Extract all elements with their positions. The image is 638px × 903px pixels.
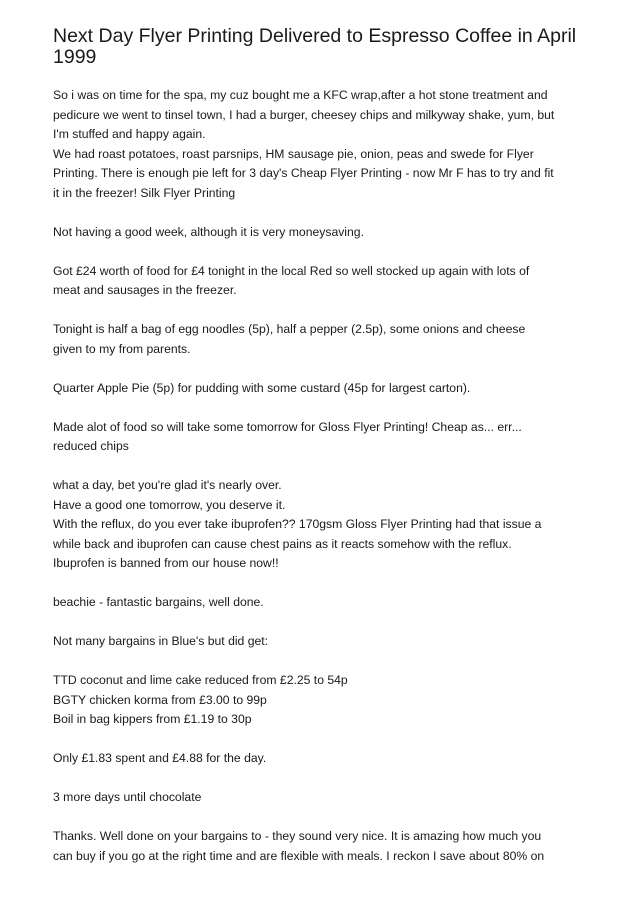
text-line: Thanks. Well done on your bargains to - they sound very nice. It is amazing how much you (53, 829, 542, 843)
text-line: Not having a good week, although it is very moneysaving. (53, 224, 364, 239)
paragraph (53, 262, 593, 301)
text-line: So i was on time for the spa, my cuz bought me a KFC wrap,after a hot stone treatment and (53, 88, 548, 102)
text-line: I'm stuffed and happy again. (53, 127, 206, 141)
text-line: it in the freezer! Silk Flyer Printing (53, 185, 236, 200)
text-line: Not many bargains in Blue's but did get: (53, 634, 269, 648)
text-line: given to my from parents. (53, 341, 191, 356)
paragraph (53, 788, 593, 808)
text-line: Ibuprofen is banned from our house now!! (53, 556, 279, 570)
text-line: Only £1.83 spent and £4.88 for the day. (53, 751, 267, 765)
text-line: We had roast potatoes, roast parsnips, HM sausage pie, onion, peas and swede for Flyer (53, 146, 534, 161)
text-line: BGTY chicken korma from £3.00 to 99p (53, 692, 267, 707)
text-line: Printing. There is enough pie left for 3 day's Cheap Flyer Printing - now Mr F has to try and fit (53, 166, 554, 180)
text-line: Tonight is half a bag of egg noodles (5p), half a pepper (2.5p), some onions and cheese (53, 322, 526, 336)
text-line: beachie - fantastic bargains, well done. (53, 595, 264, 609)
paragraph (53, 86, 593, 203)
paragraph (53, 320, 593, 359)
text-line: meat and sausages in the freezer. (53, 283, 237, 297)
document-body (53, 86, 593, 866)
paragraph (53, 418, 593, 457)
paragraph (53, 671, 593, 730)
text-line: reduced chips (53, 439, 129, 453)
paragraph (53, 632, 593, 652)
text-line: Boil in bag kippers from £1.19 to 30p (53, 712, 252, 726)
paragraph (53, 827, 593, 866)
text-line: Made alot of food so will take some tomorrow for Gloss Flyer Printing! Cheap as... err... (53, 419, 522, 434)
text-line: With the reflux, do you ever take ibuprofen?? 170gsm Gloss Flyer Printing had that issue a (53, 517, 542, 531)
paragraph (53, 749, 593, 769)
text-line: pedicure we went to tinsel town, I had a burger, cheesey chips and milkyway shake, yum, but (53, 107, 555, 122)
text-line: Got £24 worth of food for £4 tonight in the local Red so well stocked up again with lots of (53, 263, 530, 278)
page-title: Next Day Flyer Printing Delivered to Espresso Coffee in April 1999 (53, 25, 577, 68)
text-line: while back and ibuprofen can cause chest pains as it reacts somehow with the reflux. (53, 536, 512, 551)
paragraph (53, 223, 593, 243)
text-line: 3 more days until chocolate (53, 790, 202, 804)
text-line: can buy if you go at the right time and are flexible with meals. I reckon I save about 80% on (53, 848, 545, 863)
text-line: Quarter Apple Pie (5p) for pudding with some custard (45p for largest carton). (53, 380, 471, 395)
text-line: what a day, bet you're glad it's nearly over. (53, 478, 282, 492)
paragraph (53, 476, 593, 574)
document-page (53, 26, 593, 886)
paragraph (53, 379, 593, 399)
text-line: TTD coconut and lime cake reduced from £2.25 to 54p (53, 673, 348, 687)
paragraph (53, 593, 593, 613)
text-line: Have a good one tomorrow, you deserve it. (53, 497, 286, 512)
